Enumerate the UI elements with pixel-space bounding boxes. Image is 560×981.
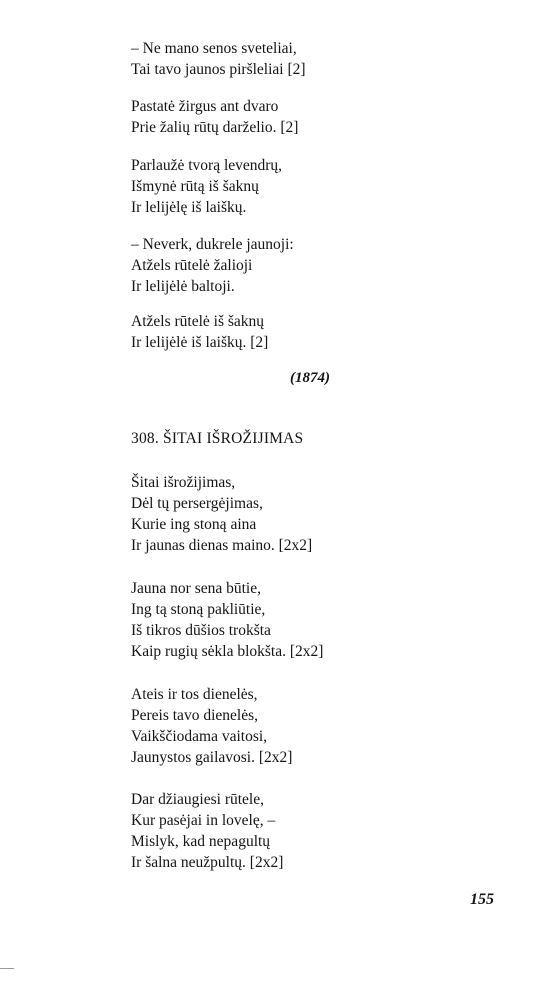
verse-line: Iš tikros dūšios trokšta [131,622,271,639]
verse-line: Išmynė rūtą iš šaknų [131,178,259,195]
poem-heading: 308. ŠITAI IŠROŽIJIMAS [131,430,304,447]
verse-line: Kur pasėjai in lovelę, – [131,812,276,829]
stanza-4 [131,234,294,297]
stanza-308-4 [131,789,283,873]
page-number: 155 [470,891,494,908]
verse-line: – Neverk, dukrele jaunoji: [131,236,294,253]
verse-line: Jauna nor sena būtie, [131,580,261,597]
verse-line: Prie žalių rūtų darželio. [2] [131,119,299,136]
verse-line: Pereis tavo dienelės, [131,707,258,724]
verse-line: Dėl tų persergėjimas, [131,495,263,512]
verse-line: Atžels rūtelė iš šaknų [131,313,265,330]
verse-line: Atžels rūtelė žalioji [131,257,253,274]
poem-date: (1874) [290,370,330,386]
verse-line: Ir lelijėlę iš laiškų. [131,199,247,216]
stanza-2 [131,96,298,138]
verse-line: Ir jaunas dienas maino. [2x2] [131,537,313,554]
verse-line: Kurie ing stoną aina [131,516,257,533]
verse-line: Ing tą stoną pakliūtie, [131,601,266,618]
stanza-308-2 [131,578,323,662]
verse-line: Pastatė žirgus ant dvaro [131,98,279,115]
verse-line: Mislyk, kad nepagultų [131,833,271,850]
verse-line: – Ne mano senos sveteliai, [131,40,297,57]
verse-line: Jaunystos gailavosi. [2x2] [131,749,293,766]
verse-line: Kaip rugių sėkla blokšta. [2x2] [131,643,324,660]
verse-line: Parlaužė tvorą levendrų, [131,157,283,174]
verse-line: Tai tavo jaunos piršleliai [2] [131,61,306,78]
stanza-308-1 [131,472,312,556]
verse-line: Ir šalna neužpultų. [2x2] [131,854,284,871]
verse-line: Ir lelijėlė baltoji. [131,278,235,295]
verse-line: Ir lelijėlė iš laiškų. [2] [131,334,269,351]
verse-line: Vaikščiodama vaitosi, [131,728,268,745]
verse-line: Dar džiaugiesi rūtele, [131,791,264,808]
verse-line: Ateis ir tos dienelės, [131,686,258,703]
stanza-1 [131,38,306,80]
verse-line: Šitai išrožijimas, [131,474,236,491]
stanza-5 [131,311,268,353]
stanza-3 [131,155,282,218]
scan-edge-mark [0,968,14,969]
stanza-308-3 [131,684,292,768]
